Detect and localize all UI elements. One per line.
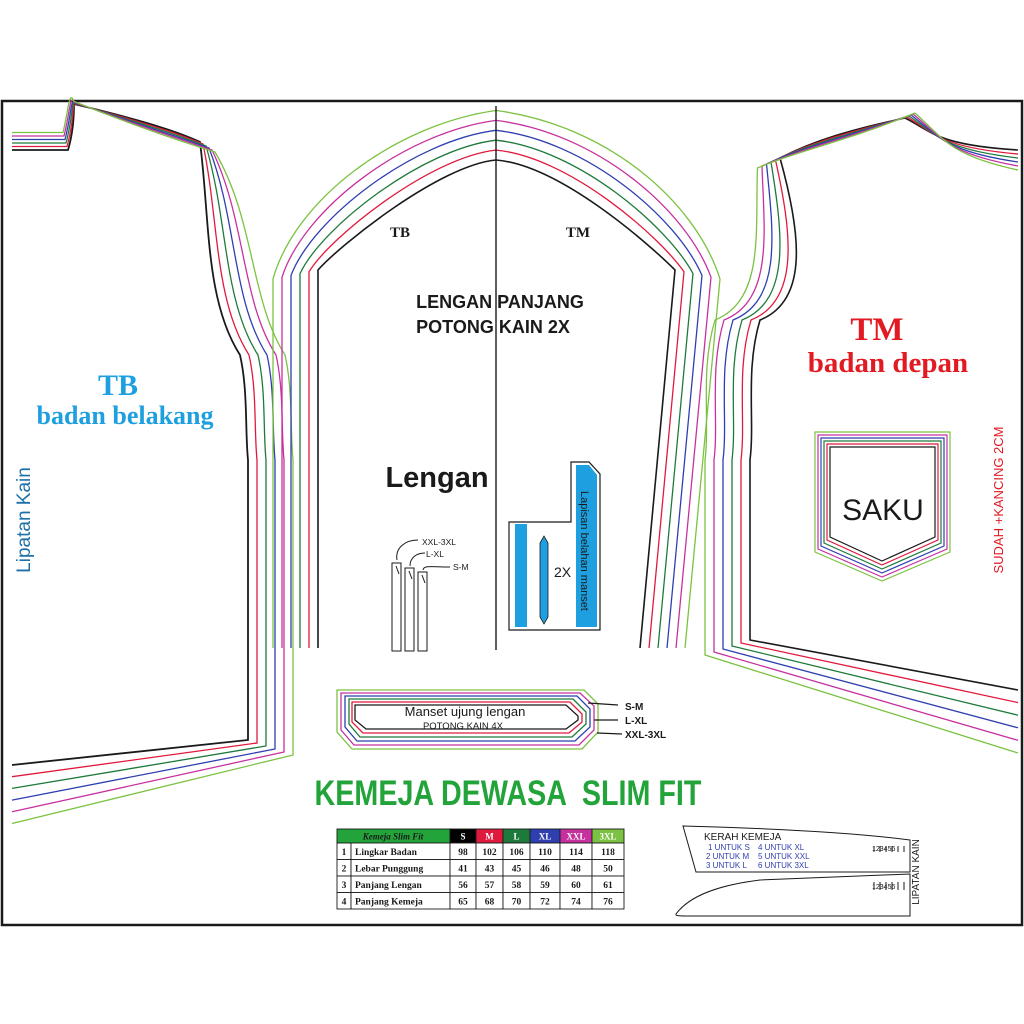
cuff-size-0: S-M [625, 702, 644, 713]
back-size-line [12, 103, 266, 788]
back-label: badan belakang [36, 401, 214, 430]
sleeve-label: Lengan [385, 462, 489, 494]
cuff-line2: POTONG KAIN 4X [422, 721, 504, 732]
slit-size-1: L-XL [426, 549, 444, 559]
back-size-line [12, 100, 284, 812]
collar-legend-2: 2 UNTUK M [706, 852, 750, 861]
row-name: Panjang Lengan [355, 881, 422, 891]
back-panel-size-lines [12, 98, 293, 824]
value-3-3XL: 61 [603, 881, 613, 891]
slit-size-0: XXL-3XL [422, 537, 457, 547]
value-1-3XL: 118 [601, 848, 615, 858]
front-size-line [723, 115, 1018, 728]
row-number: 3 [341, 881, 347, 891]
size-header-XL: XL [538, 831, 552, 842]
value-1-M: 102 [482, 848, 497, 858]
collar-legend-5: 5 UNTUK XXL [758, 852, 810, 861]
pocket-label: SAKU [842, 494, 924, 527]
cuff-size-1: L-XL [625, 716, 648, 727]
value-3-L: 58 [511, 881, 522, 891]
value-2-S: 41 [458, 864, 468, 875]
sleeve-heading-line1: LENGAN PANJANG [416, 292, 584, 312]
row-number: 4 [341, 897, 347, 908]
front-code: TM [850, 312, 904, 348]
collar-legend-6: 6 UNTUK 3XL [758, 861, 809, 870]
value-2-XXL: 48 [571, 864, 581, 875]
value-4-S: 65 [458, 897, 468, 908]
collar-legend-1: 1 UNTUK S [708, 843, 750, 852]
cuff-size-2: XXL-3XL [625, 730, 667, 741]
row-number: 1 [341, 848, 347, 858]
front-size-line [750, 118, 1018, 690]
value-3-XXL: 60 [571, 881, 581, 891]
value-2-XL: 46 [540, 864, 550, 875]
front-panel-size-lines [705, 113, 1018, 753]
value-3-XL: 59 [540, 881, 550, 891]
row-name: Lebar Punggung [355, 864, 424, 875]
size-header-L: L [513, 831, 520, 842]
value-4-M: 68 [484, 897, 495, 908]
value-1-S: 98 [458, 848, 468, 858]
front-label: badan depan [807, 347, 969, 379]
row-name: Lingkar Badan [355, 848, 417, 858]
cuff-piece [337, 690, 622, 749]
sleeve-tm-label: TM [565, 225, 591, 241]
collar-marks-top: 123456 [872, 846, 896, 853]
sheet-title: KEMEJA DEWASA SLIM FIT [314, 773, 702, 813]
value-4-L: 70 [511, 897, 522, 908]
back-fold-label: Lipatan Kain [14, 467, 35, 573]
sleeve-heading-line2: POTONG KAIN 2X [416, 317, 570, 337]
collar-fold-label: LIPATAN KAIN [911, 839, 922, 905]
collar-legend-3: 3 UNTUK L [706, 861, 747, 870]
collar-legend-4: 4 UNTUK XL [758, 843, 805, 852]
table-caption: Kemeja Slim Fit [362, 831, 424, 842]
value-3-S: 56 [458, 881, 468, 891]
row-number: 2 [341, 864, 347, 875]
value-1-XL: 110 [538, 848, 552, 858]
front-size-line [732, 116, 1018, 715]
front-note: SUDAH +KANCING 2CM [991, 426, 1006, 574]
value-4-3XL: 76 [603, 897, 613, 908]
value-2-M: 43 [484, 864, 495, 875]
row-name: Panjang Kemeja [355, 897, 423, 908]
size-table [337, 829, 624, 909]
size-header-XXL: XXL [566, 831, 586, 842]
back-size-line [12, 102, 275, 800]
value-2-3XL: 50 [603, 864, 613, 875]
value-4-XXL: 74 [571, 897, 581, 908]
back-size-line [12, 98, 293, 824]
collar-marks-bottom: 123456 [872, 884, 896, 891]
size-header-S: S [460, 831, 466, 842]
placket-count: 2X [554, 564, 572, 580]
collar-title: KERAH KEMEJA [704, 832, 782, 843]
front-size-line [741, 117, 1018, 703]
placket-label: Lapisan belahan manset [578, 491, 590, 611]
value-2-L: 45 [511, 864, 522, 875]
size-header-M: M [485, 831, 494, 842]
value-4-XL: 72 [540, 897, 550, 908]
value-1-L: 106 [509, 848, 524, 858]
sleeve-tb-label: TB [389, 225, 411, 241]
size-header-3XL: 3XL [599, 831, 617, 842]
back-code: TB [97, 369, 139, 402]
back-size-line [12, 104, 257, 777]
value-1-XXL: 114 [569, 848, 583, 858]
value-3-M: 57 [484, 881, 495, 891]
slit-size-2: S-M [453, 562, 469, 572]
cuff-line1: Manset ujung lengan [404, 704, 526, 719]
